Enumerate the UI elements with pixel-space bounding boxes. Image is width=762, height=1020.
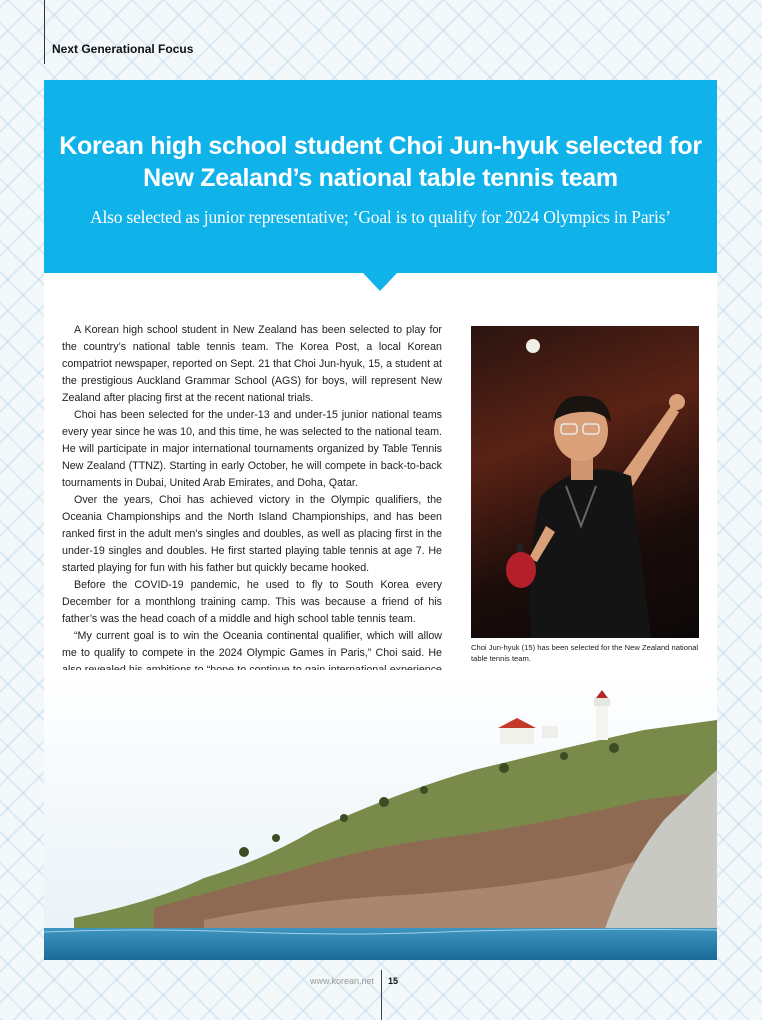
- paragraph: Choi has been selected for the under-13 and under-15 junior national teams every year since he was 10, and this time, he was selected to the national team. He will participate in major international tournaments organized by Table Tennis New Zealand (TTNZ). Starting in early October, he will compete in back-to-back tournaments in Dubai, United Arab Emirates, and Doha, Qatar.: [62, 409, 442, 489]
- headline-line-1: Korean high school student Choi Jun-hyuk selected for: [59, 132, 702, 160]
- player-illustration: [471, 326, 699, 638]
- paragraph: Over the years, Choi has achieved victory in the Olympic qualifiers, the Oceania Championships and the North Island Championships, and has been ranked first in the adult men’s singles and doubles, as well as placing first in the under-19 singles and doubles. He first started playing table tennis at age 7. He started playing for fun with his father but quickly became hooked.: [62, 494, 442, 574]
- paragraph: A Korean high school student in New Zealand has been selected to play for the country’s national table tennis team. The Korea Post, a local Korean compatriot newspaper, reported on Sept. 21 that Choi Jun-hyuk, 15, a student at the prestigious Auckland Grammar School (AGS) for boys, will represent New Zealand after placing first at the recent national trials.: [62, 324, 442, 404]
- banner-pointer: [363, 273, 397, 291]
- paragraph: Before the COVID-19 pandemic, he used to fly to South Korea every December for a monthlong training camp. This was because a friend of his father’s was the head coach of a middle and high school table tennis team.: [62, 579, 442, 625]
- player-photo: [471, 326, 699, 638]
- section-label: Next Generational Focus: [52, 42, 194, 56]
- footer-url: www.korean.net: [309, 976, 374, 986]
- paragraph: “My current goal is to win the Oceania continental qualifier, which will allow me to qualify to compete in the 2024 Olympic Games in Paris,” Choi said. He: [62, 630, 442, 659]
- title-banner: [44, 80, 717, 273]
- footer-divider: [381, 970, 382, 1020]
- header-rule: [44, 0, 45, 64]
- article-page: [44, 80, 717, 960]
- subheadline: Also selected as junior representative; ‘Goal is to qualify for 2024 Olympics in Paris’: [90, 207, 671, 227]
- coastal-landscape-image: [44, 670, 717, 960]
- article-body: [62, 322, 442, 713]
- headline: [54, 130, 707, 194]
- photo-caption: Choi Jun-hyuk (15) has been selected for the New Zealand national table tennis team.: [471, 643, 699, 663]
- headline-line-2: New Zealand’s national table tennis team: [143, 164, 618, 192]
- page-number: 15: [388, 976, 399, 986]
